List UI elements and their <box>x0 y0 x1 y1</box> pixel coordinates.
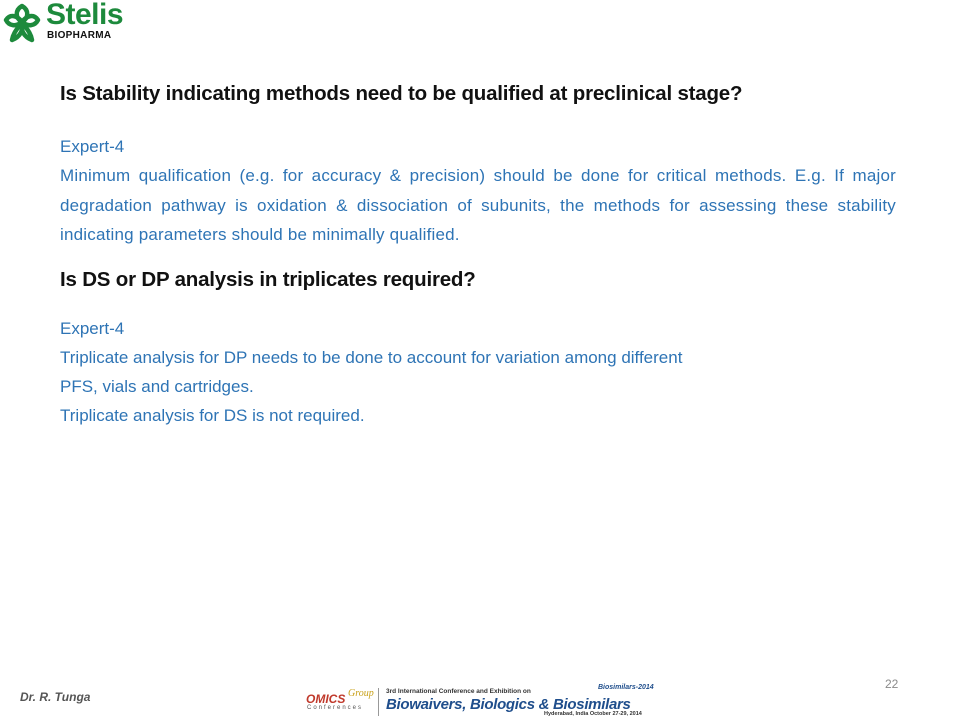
answer-2-line: Triplicate analysis for DP needs to be done to account for variation among different <box>60 347 683 367</box>
question-1-heading: Is Stability indicating methods need to be qualified at preclinical stage? <box>60 82 743 105</box>
banner-event-place: Hyderabad, India October 27-29, 2014 <box>544 711 642 717</box>
slide-content <box>60 78 896 430</box>
stelis-logo <box>2 0 162 50</box>
page-number: 22 <box>885 677 899 691</box>
banner-event-name: Biowaivers, Biologics & Biosimilars <box>386 696 631 713</box>
banner-conferences-text: Conferences <box>307 705 364 711</box>
banner-event-tag: Biosimilars-2014 <box>598 684 654 691</box>
conference-banner <box>306 684 668 718</box>
answer-2-line: PFS, vials and cartridges. <box>60 376 254 396</box>
author-name: Dr. R. Tunga <box>20 690 91 704</box>
stelis-leaf-icon <box>2 2 42 46</box>
logo-brand-name: Stelis <box>46 0 124 31</box>
banner-event-line: 3rd International Conference and Exhibition on <box>386 688 531 695</box>
answer-1-text: Minimum qualification (e.g. for accuracy & precision) should be done for critical methods. E.g. If major degradation pathway is oxidation & dissociation of subunits, the methods for assessing these stability indicating parameters should be minimally qualified. <box>60 166 896 244</box>
banner-omics-text: OMICS <box>306 692 346 706</box>
answer-2-expert-label: Expert-4 <box>60 318 125 338</box>
banner-divider <box>378 688 379 716</box>
banner-group-text: Group <box>348 688 374 699</box>
answer-1-expert-label: Expert-4 <box>60 137 125 156</box>
logo-subtitle: BIOPHARMA <box>47 30 112 41</box>
answer-2-line: Triplicate analysis for DS is not required. <box>60 405 365 425</box>
question-2-heading: Is DS or DP analysis in triplicates required? <box>60 267 476 291</box>
